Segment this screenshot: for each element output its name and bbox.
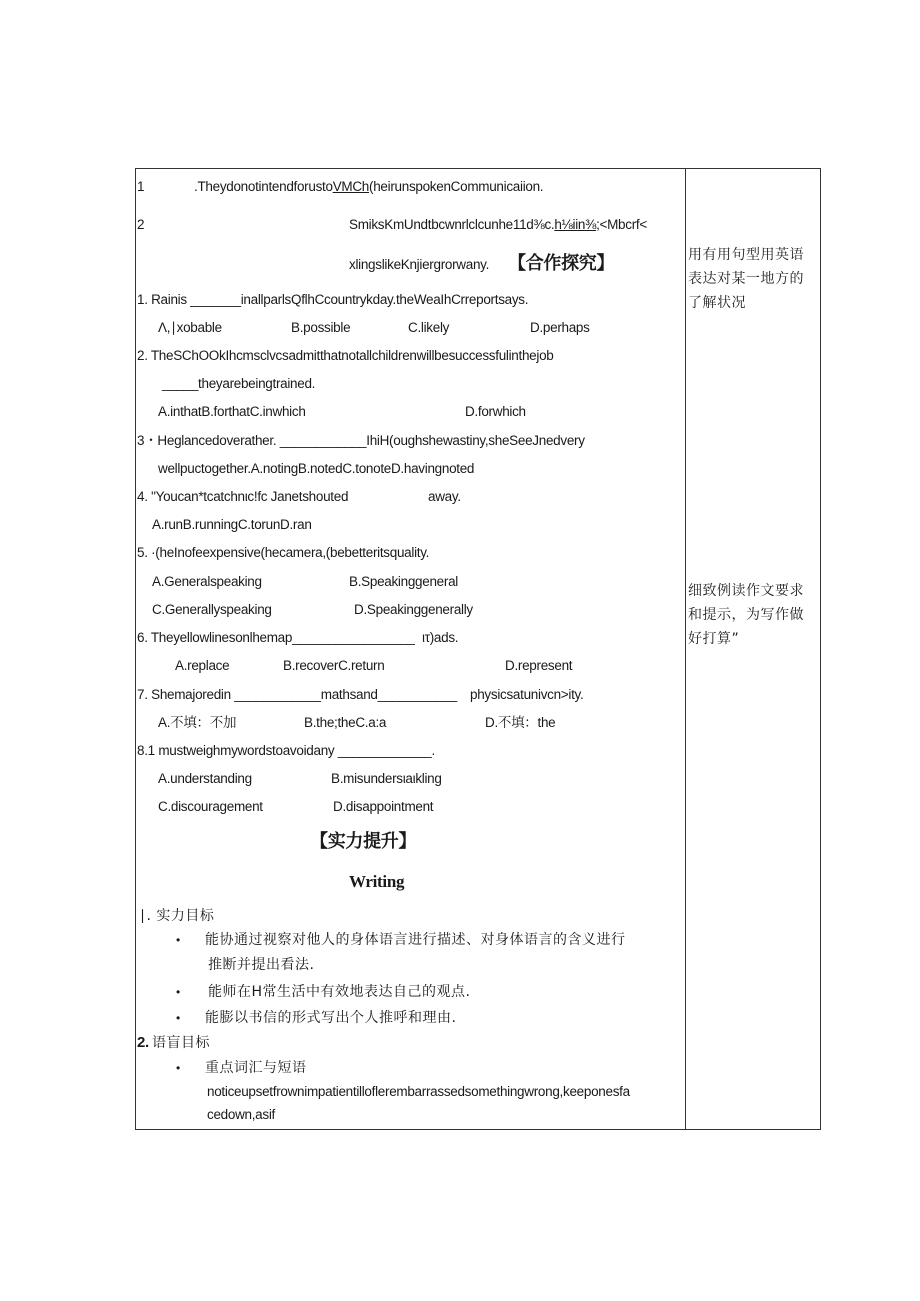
q1-option-d: D.perhaps [530,320,590,335]
q6-stem: 6. Theyellowlinesonlhemap_________________ [137,630,415,645]
intro-line3: xlingslikeKnjiergrorwany. [349,257,490,272]
ability-goal-2: 能师在H常生活中有效地表达自己的观点. [208,984,471,1000]
bullet-4: • [176,1061,181,1075]
q8-option-b: B.misundersιaιkling [331,771,442,786]
q7-option-a: A.不填：不加 [158,715,237,730]
q2-option-d: D.forwhich [465,404,526,419]
q2-options-abc: A.inthatB.forthatC.inwhich [158,404,306,419]
column-divider [685,168,686,1130]
q4-stem-end: away. [428,489,461,504]
ability-goals-label: ∣. 实力目标 [139,908,215,924]
improvement-heading: 【实力提升】 [310,831,417,852]
q8-option-d: D.disappointment [333,799,434,814]
ability-goal-1-cont: 推断并提出看法. [208,957,315,973]
q4-options: A.runB.runningC.torunD.ran [152,517,312,532]
sidebar-note-1-line3: 了解状况 [688,295,746,311]
sidebar-note-2-line3: 好打算” [688,631,740,647]
key-vocab-label: 重点词汇与短语 [205,1060,307,1076]
sidebar-note-2-line1: 细致例读作文要求 [688,583,804,599]
q1-option-c: C.likely [408,320,450,335]
q3-stem-line1: 3・Heglancedoverather. ____________IhiH(oughshewastiny,sheSeeJnedvery [137,433,585,448]
sidebar-note-1-line2: 表达对某一地方的 [688,271,804,287]
q7-options-bc: B.the;theC.a:a [304,715,387,730]
q7-stem: 7. Shemajoredin ____________mathsand___________ [137,687,457,702]
q8-option-c: C.discouragement [158,799,263,814]
q5-option-d: D.Speakinggenerally [354,602,473,617]
writing-title: Writing [349,872,405,891]
q6-option-d: D.represent [505,658,573,673]
intro-line2-post: <Mbcrf< [599,217,647,232]
q5-option-a: A.Generalspeaking [152,574,262,589]
sidebar-note-2 [688,579,816,651]
intro-line1-underlined: VMCh [332,179,370,194]
intro-line2 [349,216,647,234]
bullet-3: • [176,1011,181,1025]
q1-stem: 1. Rainis _______inallparlsQflhCcountrykday.theWeaIhCrreportsays. [137,292,529,307]
intro-line1-pre: .Theydonotintendforusto [194,179,333,194]
q1-option-a: Λ,∣xobable [158,320,222,335]
q6-option-a: A.replace [175,658,230,673]
vocab-list-line2: cedown,asif [207,1107,275,1122]
intro-line2-pre: SmiksKmUndtbcwnrlclcunhe11d⅜c. [349,217,555,232]
language-goals-number: 2. [137,1034,149,1051]
intro-line2-number: 2 [137,217,145,232]
bullet-2: • [176,985,181,999]
intro-line2-underlined: h⅛iin⅜; [554,217,600,232]
q1-option-b: B.possible [291,320,351,335]
q7-stem-end: physicsatunivcn>ity. [470,687,584,702]
intro-line1-number: 1 [137,179,145,194]
q5-option-b: B.Speakinggeneral [349,574,458,589]
ability-goal-1: 能协通过视察对他人的身体语言进行描述、对身体语言的含义进行 [205,932,626,948]
q7-option-d: D.不填：the [485,715,556,730]
cooperative-inquiry-heading: 【合作探究】 [508,253,615,274]
vocab-list-line1: noticeupsetfrownimpatientilloflerembarrassedsomethingwrong,keeponesfa [207,1084,630,1099]
sidebar-note-2-line2: 和提示，为写作做 [688,607,804,623]
ability-goal-3: 能膨以书信的形式写出个人推呼和理由. [205,1010,457,1026]
q8-option-a: A.understanding [158,771,252,786]
q2-stem-line1: 2. TheSChOOkIhcmsclvcsadmitthatnotallchildrenwillbesuccessfulinthejob [137,348,554,363]
intro-line1 [194,178,543,196]
bullet-1: • [176,933,181,947]
q4-stem: 4. "Youcan*tcatchnιc!fc Janetshouted [137,489,349,504]
q5-stem: 5. ·(heInofeexpensive(hecamera,(bebetteritsquality. [137,545,430,560]
q2-stem-line2: _____theyarebeingtrained. [162,376,316,391]
q8-stem: 8.1 mustweighmywordstoavoidany _____________. [137,743,435,758]
sidebar-note-1-line1: 用有用句型用英语 [688,247,804,263]
q6-options-bc: B.recoverC.return [283,658,385,673]
intro-line1-post: (heirunspokenCommunicaiion. [369,179,544,194]
q3-stem-line2: wellpuctogether.A.notingB.notedC.tonoteD.havingnoted [158,461,475,476]
language-goals-label: 语盲目标 [152,1035,210,1051]
sidebar-note-1 [688,243,816,315]
q5-option-c: C.Generallyspeaking [152,602,272,617]
q6-stem-end: ιτ)ads. [422,630,459,645]
